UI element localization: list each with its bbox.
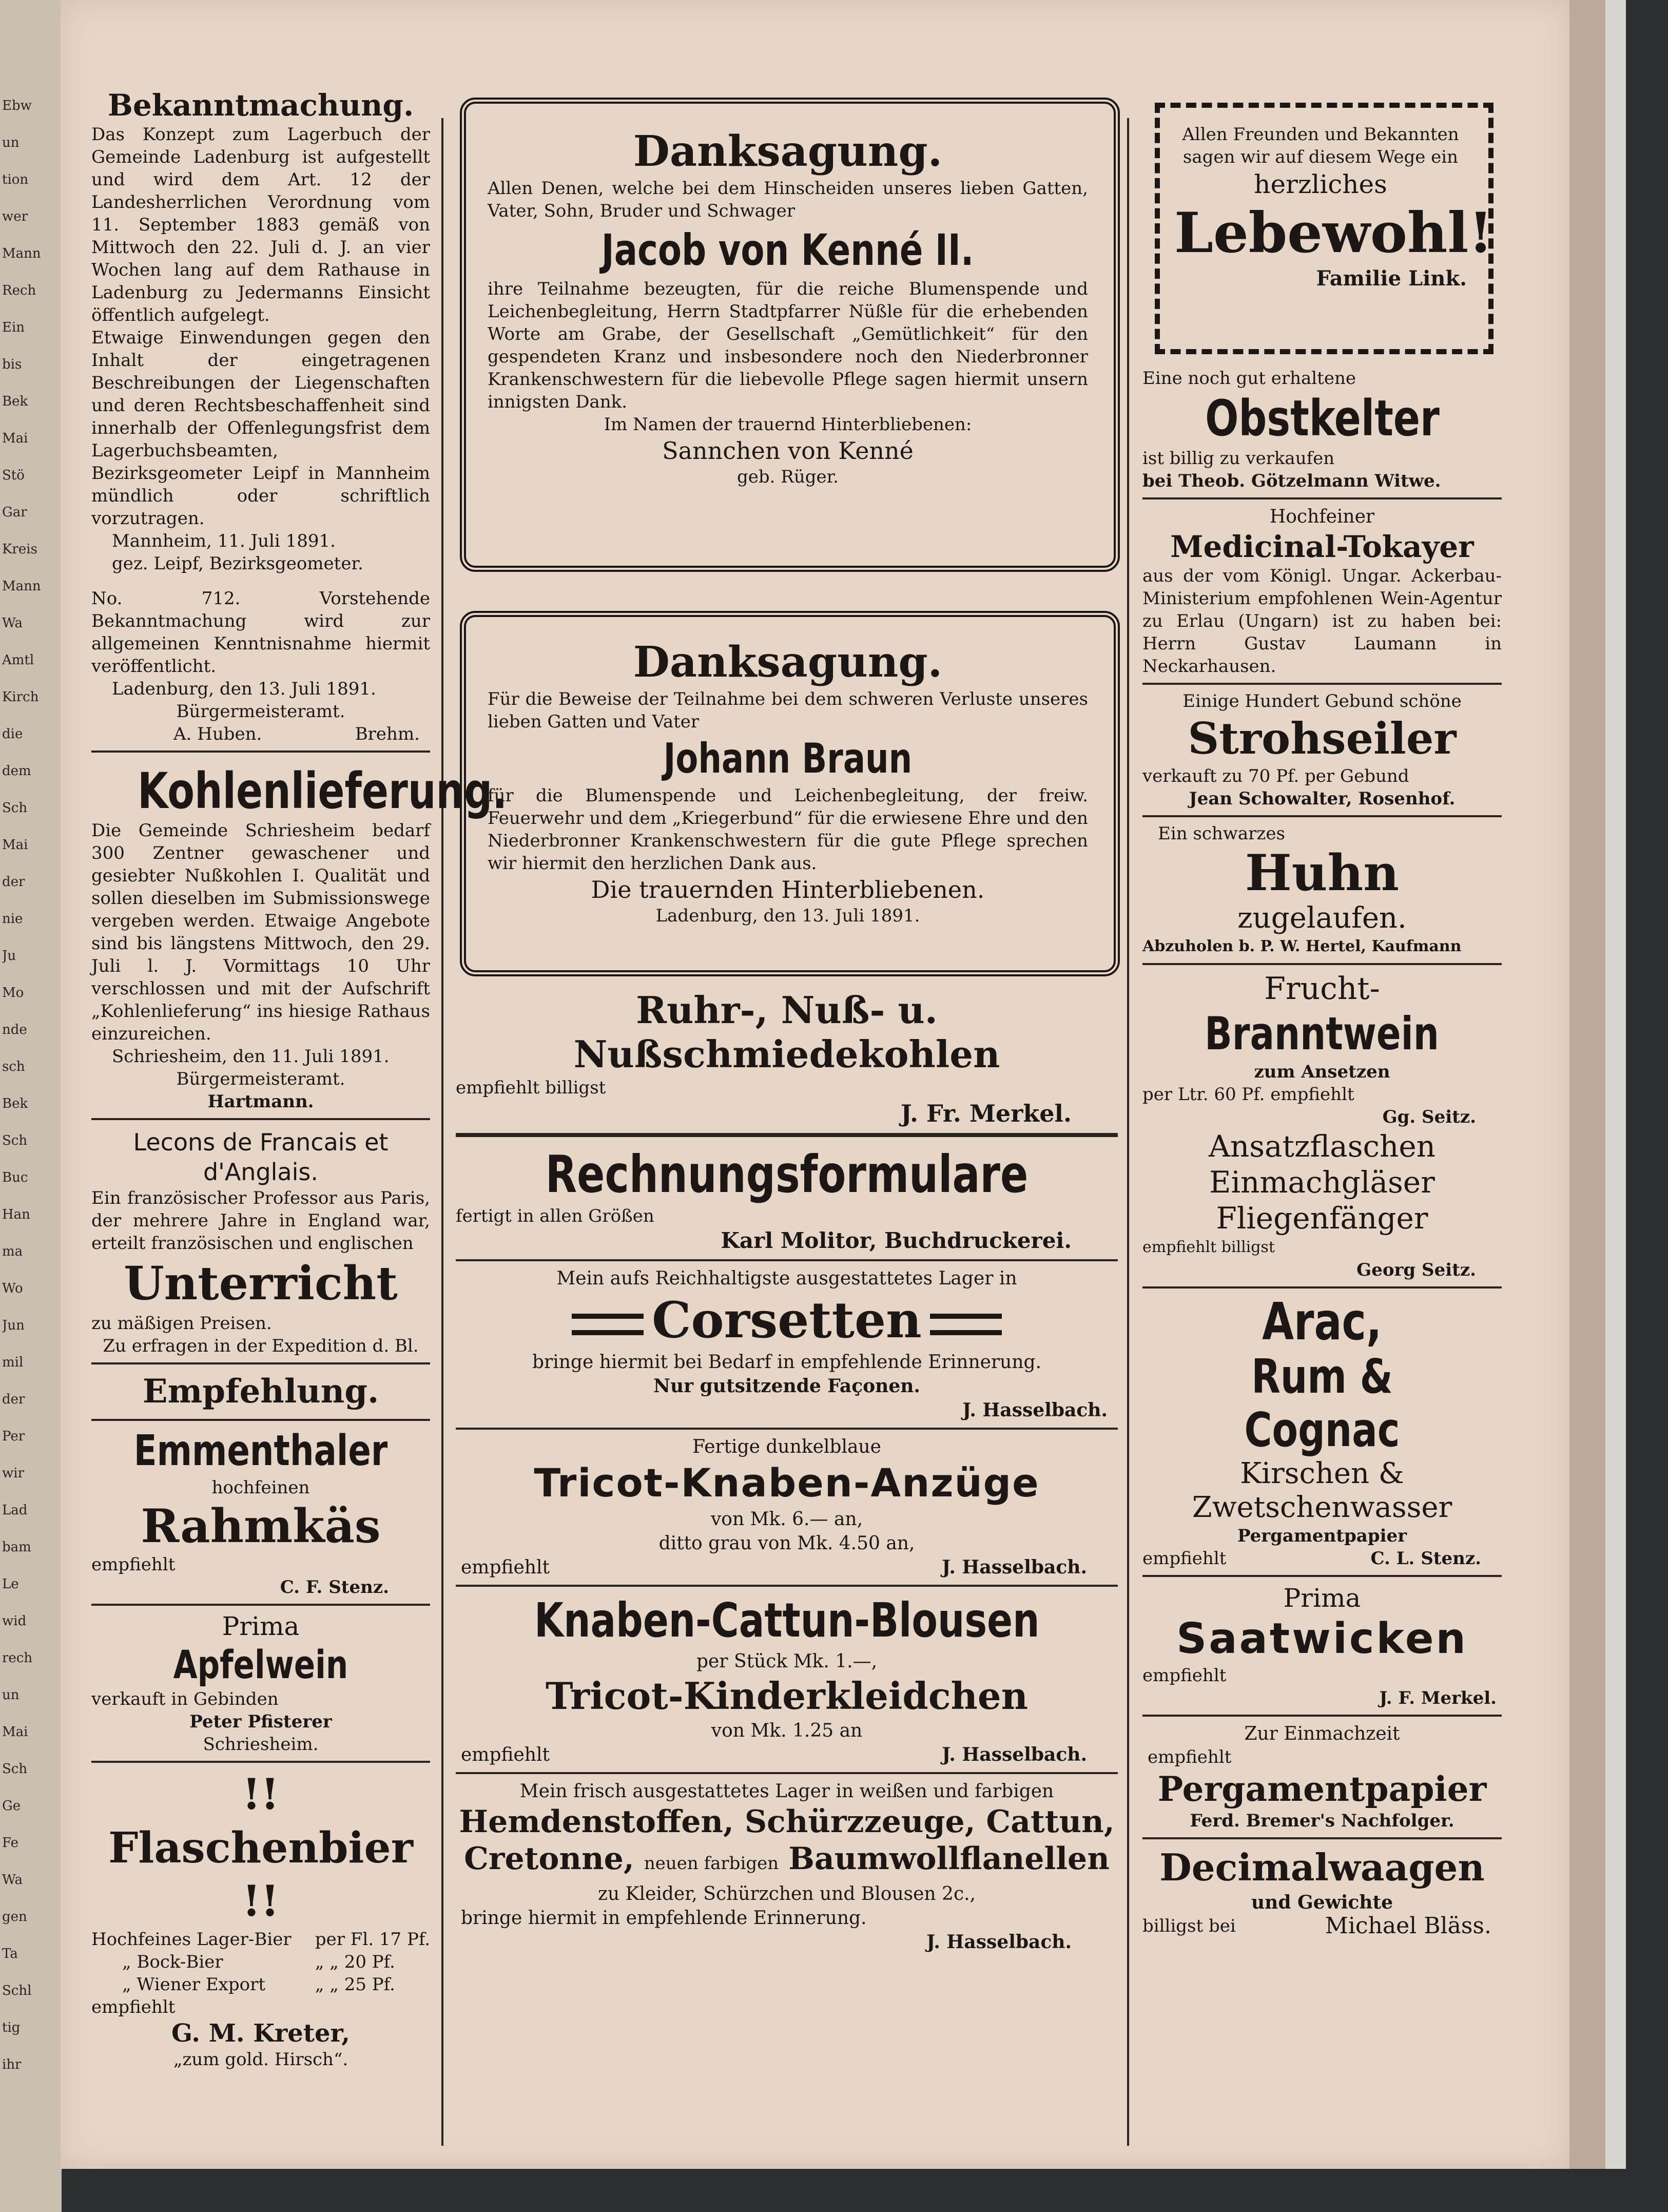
lager-line-1: Hemdenstoffen, Schürzzeuge, Cattun, [459,1804,1115,1840]
binding-fragment: Sch [2,1133,28,1148]
ruhr-signature: J. Fr. Merkel. [900,1100,1072,1127]
lecons-title: Lecons de Francais et d'Anglais. [133,1128,389,1186]
apfelwein-body: verkauft in Gebinden [91,1689,279,1709]
divider [456,1259,1118,1261]
beer-price: per Fl. 17 Pf. [315,1929,430,1950]
emmentaler-title: Emmenthaler [133,1427,388,1475]
notice-body-2: Etwaige Einwendungen gegen den Inhalt der eingetragenen Beschreibungen der Liegenschaften und deren Rechtsbeschaffenheit sind innerhalb der Offenlegungsfrist dem Lagerbuchsbeamten, Bezirksgeometer Leipf in Mannheim mündlich oder schriftlich vorzutragen. [91,328,430,529]
ruhr-empfiehlt: empfiehlt billigst [456,1078,606,1098]
thanks2-place: Ladenburg, den 13. Juli 1891. [655,906,920,926]
binding-fragment: Mai [2,431,28,446]
beer-price: „ „ 25 Pf. [315,1974,395,1995]
notice2-sign-1: A. Huben. [173,724,262,744]
page-edge [1569,0,1605,2169]
stroh-intro: Einige Hundert Gebund schöne [1182,691,1462,711]
tricot-price-1: von Mk. 6.— an, [710,1509,863,1530]
kinder-signature: J. Hasselbach. [942,1744,1087,1765]
beer-price-list [91,1928,430,1996]
binding-fragment: Kreis [2,542,37,557]
thanks2-name: Johann Braun [663,735,913,782]
binding-fragment: nie [2,911,23,927]
thanks-1 [488,126,1088,488]
binding-fragment: Bek [2,394,28,409]
stroh-signature: Jean Schowalter, Rosenhof. [1189,788,1456,809]
binding-fragment: Stö [2,468,25,483]
binding-fragment: mil [2,1355,24,1370]
lager-baumwolle: Baumwollflanellen [788,1841,1110,1877]
rechnung-body: fertigt in allen Größen [456,1206,654,1226]
tricot-price-2: ditto grau von Mk. 4.50 an, [658,1533,915,1554]
kinder-title: Tricot-Kinderkleidchen [545,1674,1029,1718]
binding-fragment: Wa [2,1872,23,1888]
huhn-title: Huhn [1245,844,1400,902]
branntwein-title: Branntwein [1205,1007,1440,1060]
binding-fragment: Wa [2,615,23,631]
glas-2: Einmachgläser [1209,1165,1435,1200]
thanks1-signature: Sannchen von Kenné [662,437,914,465]
binding-fragment: rech [2,1650,33,1666]
binding-fragment: ihr [2,2057,22,2072]
lager-neuen: neuen farbigen [644,1853,779,1874]
frucht-signature: Gg. Seitz. [1382,1107,1476,1127]
saat-empfiehlt: empfiehlt [1142,1665,1227,1686]
binding-fragment: gen [2,1909,27,1925]
blousen-price: per Stück Mk. 1.—, [696,1651,878,1672]
tokay-title: Medicinal-Tokayer [1170,529,1474,564]
farewell-title: Lebewohl! [1174,201,1493,265]
einm-title: Pergamentpapier [1157,1769,1487,1809]
binding-strip [0,0,62,2212]
binding-fragment: tig [2,2020,21,2035]
coal-signature: Hartmann. [207,1091,314,1112]
huhn-signature: Abzuholen b. P. W. Hertel, Kaufmann [1142,937,1462,955]
divider [1142,963,1502,965]
divider [91,1362,430,1364]
frucht-sub: zum Ansetzen [1254,1062,1390,1082]
right-ads [1142,367,1502,1937]
binding-fragment: un [2,1687,20,1703]
corsetten-body: bringe hiermit bei Bedarf in empfehlende Erinnerung. [532,1352,1042,1373]
farewell [1174,123,1493,292]
glas-signature: Georg Seitz. [1356,1260,1476,1280]
thanks1-born: geb. Rüger. [737,467,839,487]
stenz-empfiehlt: empfiehlt [91,1554,176,1575]
hochfeinen: hochfeinen [211,1477,310,1498]
divider [91,1604,430,1606]
decimalwaagen-title: Decimalwaagen [1159,1845,1485,1889]
decor-bars [572,1314,644,1335]
binding-fragment: Per [2,1429,25,1444]
notice-title: Bekanntmachung. [107,88,414,123]
huhn-intro: Ein schwarzes [1158,823,1285,844]
binding-fragment: Mai [2,837,28,853]
coal-office: Bürgermeisteramt. [176,1069,345,1089]
divider [91,1419,430,1421]
thanks2-title: Danksagung. [633,638,943,687]
thanks2-signature: Die trauernden Hinterbliebenen. [591,876,985,903]
binding-fragment: Ju [2,948,16,964]
thanks1-intro: Allen Denen, welche bei dem Hinscheiden unseres lieben Gatten, Vater, Sohn, Bruder und Schwager [488,178,1088,221]
binding-fragment: Jun [2,1318,25,1333]
corsetten-title-line [456,1291,1118,1350]
newspaper-page [61,0,1569,2169]
dec-signature: Michael Bläss. [1325,1913,1491,1939]
binding-fragment: bis [2,357,22,372]
divider [91,1761,430,1763]
kinder-price: von Mk. 1.25 an [711,1720,863,1741]
tricot-empfiehlt: empfiehlt [461,1557,550,1578]
farewell-signature: Familie Link. [1316,266,1467,291]
binding-fragment: Amtl [2,652,34,668]
farewell-text: Allen Freunden und Bekannten sagen wir auf diesem Wege ein [1182,124,1459,167]
binding-fragment: Kirch [2,689,39,705]
huhn-sub: zugelaufen. [1237,901,1407,935]
notice-date: Mannheim, 11. Juli 1891. [112,531,336,551]
divider [1142,1575,1502,1577]
rum-title: Rum & Cognac [1244,1349,1400,1457]
tokay-body: aus der vom Königl. Ungar. Ackerbau-Ministerium empfohlenen Wein-Agentur zu Erlau (Ungarn) ist zu haben bei: Herrn Gustav Laumann in Neckarhausen. [1142,566,1502,677]
pfisterer-signature: Peter Pfisterer [189,1711,332,1732]
strohseiler-title: Strohseiler [1188,713,1457,764]
binding-fragment: Schl [2,1983,32,1998]
thanks1-body: ihre Teilnahme bezeugten, für die reiche Blumenspende und Leichenbegleitung, Herrn Stadtpfarrer Nüßle für die erhebenden Worte am Grabe, der Gesellschaft „Gemütlichkeit“ für den gespendeten Kranz und insbesondere noch den Niederbronner Krankenschwestern für die liebevolle Pflege sagen hiermit unsern innigsten Dank. [488,279,1088,412]
corsetten-title: Corsetten [652,1291,922,1349]
thanks1-title: Danksagung. [633,127,943,176]
empfehlung-title: Empfehlung. [142,1372,379,1411]
lager-intro: Mein frisch ausgestattetes Lager in weißen und farbigen [519,1781,1054,1802]
kinder-footer [456,1743,1118,1767]
lecons-price: zu mäßigen Preisen. [91,1313,272,1334]
binding-fragment: Sch [2,1761,28,1777]
binding-fragment: wer [2,209,28,224]
divider [1142,1715,1502,1717]
binding-fragment: Buc [2,1170,28,1185]
stenz2-empfiehlt: empfiehlt [1142,1548,1227,1569]
glas-3: Fliegenfänger [1216,1201,1428,1236]
binding-fragment: wid [2,1613,27,1629]
binding-fragment: die [2,726,23,742]
prima-label: Prima [222,1611,300,1641]
coal-date: Schriesheim, den 11. Juli 1891. [112,1046,390,1067]
stenz2-footer [1142,1547,1502,1570]
blousen-title: Knaben-Cattun-Blousen [534,1593,1040,1648]
flaschenbier-title: !! Flaschenbier !! [108,1770,413,1926]
binding-fragment: Rech [2,283,36,298]
binding-fragment: nde [2,1022,27,1037]
pergament-small: Pergamentpapier [1237,1526,1407,1546]
divider [456,1585,1118,1587]
binding-fragment: wir [2,1466,24,1481]
binding-fragment: Ge [2,1798,21,1814]
thanks1-name: Jacob von Kenné II. [602,225,974,275]
arac-title: Arac, [1262,1292,1382,1352]
notice-signature: gez. Leipf, Bezirksgeometer. [112,553,363,574]
notice2-body: No. 712. Vorstehende Bekanntmachung wird zur allgemeinen Kenntnisnahme hiermit veröffentlicht. [91,588,430,677]
corsetten-note: Nur gutsitzende Façonen. [653,1375,920,1397]
binding-fragment: Sch [2,800,28,816]
binding-fragment: Bek [2,1096,28,1111]
binding-fragment: Ebw [2,98,32,113]
book-edge [1605,0,1626,2169]
thanks1-closing: Im Namen der trauernd Hinterbliebenen: [604,414,972,435]
corsetten-intro: Mein aufs Reichhaltigste ausgestattetes Lager in [556,1268,1017,1289]
dec-footer [1142,1915,1502,1937]
corsetten-signature: J. Hasselbach. [962,1399,1108,1421]
saat-signature: J. F. Merkel. [1379,1688,1497,1708]
binding-fragment: bam [2,1540,31,1555]
tokay-intro: Hochfeiner [1269,506,1375,527]
lecons-big: Unterricht [124,1256,398,1311]
binding-fragment: Fe [2,1835,19,1851]
tricot-footer [456,1555,1118,1580]
thanks2-body: für die Blumenspende und Leichenbegleitung, der freiw. Feuerwehr und dem „Kriegerbund“ für die erwiesene Ehre und den Niederbronner Krankenschwestern für die gute Pflege sprechen wir hiermit den herzlichen Dank aus. [488,785,1088,874]
divider [1142,1837,1502,1839]
column-rule-left [441,118,443,2146]
lager-cretonne: Cretonne, [464,1841,634,1877]
binding-fragment: tion [2,172,29,187]
binding-fragment: Lad [2,1503,28,1518]
ruhr-title: Ruhr-, Nuß- u. Nußschmiedekohlen [573,988,1000,1076]
kirschen: Kirschen & [1240,1457,1404,1490]
dec-sub: und Gewichte [1251,1892,1393,1913]
stroh-body: verkauft zu 70 Pf. per Gebund [1142,766,1409,786]
coal-title-wrap [91,762,508,820]
notice2-office: Bürgermeisteramt. [176,701,345,722]
divider [91,751,430,753]
farewell-herzliches: herzliches [1254,169,1387,199]
divider [1142,1286,1502,1288]
kreter-address: „zum gold. Hirsch“. [173,2049,348,2070]
binding-fragment: Mo [2,985,24,1001]
apfelwein-title: Apfelwein [173,1642,348,1687]
binding-fragment: der [2,1392,25,1407]
binding-fragment: Le [2,1576,19,1592]
einm-signature: Ferd. Bremer's Nachfolger. [1190,1811,1454,1831]
tricot-title: Tricot-Knaben-Anzüge [534,1460,1040,1506]
glas-1: Ansatzflaschen [1209,1129,1436,1164]
glas-empfiehlt: empfiehlt billigst [1142,1238,1275,1256]
binding-fragment: ma [2,1244,23,1259]
kinder-empfiehlt: empfiehlt [461,1744,550,1765]
lager-line-2 [456,1840,1118,1882]
left-column [91,87,508,2071]
zwetschen: Zwetschenwasser [1192,1491,1452,1524]
lager-body: bringe hiermit in empfehlende Erinnerung. [461,1908,867,1929]
beer-name: „ Bock-Bier [122,1952,223,1972]
divider [91,1118,430,1120]
beer-name: Hochfeines Lager-Bier [91,1929,292,1950]
middle-ads [456,988,1118,1954]
notice2-place: Ladenburg, den 13. Juli 1891. [112,679,376,699]
rechnung-signature: Karl Molitor, Buchdruckerei. [721,1228,1072,1253]
binding-fragment: der [2,874,25,890]
divider [1142,815,1502,817]
beer-price: „ „ 20 Pf. [315,1952,395,1972]
binding-fragment: Mann [2,246,41,261]
obst-body: ist billig zu verkaufen [1142,448,1335,469]
saatwicken-title: Saatwicken [1176,1614,1468,1663]
thanks2-intro: Für die Beweise der Teilnahme bei dem schweren Verluste unseres lieben Gatten und Vater [488,689,1088,732]
obst-signature: bei Theob. Götzelmann Witwe. [1142,471,1441,491]
rahmkaes-title: Rahmkäs [141,1499,381,1553]
binding-fragment: Gar [2,505,27,520]
lager-line-3: zu Kleider, Schürzchen und Blousen 2c., [597,1883,976,1905]
coal-body: Die Gemeinde Schriesheim bedarf 300 Zentner gewaschener und gesiebter Nußkohlen I. Qualität und sollen dieselben im Submissionswege vergeben werden. Etwaige Angebote sind bis längstens Mittwoch, den 29. Juli l. J. Vormittags 10 Uhr verschlossen und mit der Aufschrift „Kohlenlieferung“ ins hiesige Rathaus einzureichen. [91,820,430,1044]
stenz-signature: C. F. Stenz. [280,1577,389,1598]
saat-pre: Prima [1283,1583,1361,1613]
thanks-2 [488,637,1088,927]
obst-intro: Eine noch gut erhaltene [1142,368,1356,389]
notice2-signatures [91,723,430,745]
binding-fragment: Mann [2,579,41,594]
notice2-sign-2: Brehm. [355,724,420,744]
obstkelter-title: Obstkelter [1205,390,1440,447]
pfisterer-place: Schriesheim. [203,1734,319,1755]
binding-fragment: Mai [2,1724,28,1740]
column-rule-right [1127,118,1129,2146]
coal-title: Kohlenlieferung. [138,762,508,820]
decor-bars [930,1314,1002,1335]
lager-signature: J. Hasselbach. [926,1931,1072,1953]
divider [456,1133,1118,1137]
binding-fragment: sch [2,1059,25,1074]
notice-body: Das Konzept zum Lagerbuch der Gemeinde Ladenburg ist aufgestellt und wird dem Art. 12 der Landesherrlichen Verordnung vom 11. September 1883 gemäß von Mittwoch den 22. Juli d. J. an vier Wochen lang auf dem Rathause in Ladenburg zu Jedermanns Einsicht öffentlich aufgelegt. [91,124,430,325]
binding-fragment: dem [2,763,31,779]
kreter-empfiehlt: empfiehlt [91,1997,176,2017]
divider [1142,683,1502,685]
divider [456,1428,1118,1430]
tricot-intro: Fertige dunkelblaue [692,1436,881,1457]
stenz2-signature: C. L. Stenz. [1370,1548,1481,1569]
einm-intro: Zur Einmachzeit [1244,1723,1400,1744]
dec-billigst: billigst bei [1142,1916,1236,1936]
tricot-signature: J. Hasselbach. [942,1556,1087,1578]
lecons-body: Ein französischer Professor aus Paris, der mehrere Jahre in England war, erteilt französischen und englischen [91,1188,430,1254]
binding-fragment: Wo [2,1281,23,1296]
binding-fragment: un [2,135,20,150]
rechnungsformulare-title: Rechnungsformulare [545,1144,1029,1204]
binding-fragment: Han [2,1207,30,1222]
einm-empfiehlt: empfiehlt [1148,1747,1232,1767]
binding-fragment: Ta [2,1946,18,1961]
divider [456,1772,1118,1774]
frucht-1: Frucht- [1264,971,1380,1007]
lecons-info: Zu erfragen in der Expedition d. Bl. [103,1336,419,1356]
divider [1142,497,1502,499]
binding-fragment: Ein [2,320,25,335]
beer-name: „ Wiener Export [122,1974,265,1995]
kreter-signature: G. M. Kreter, [171,2019,351,2048]
frucht-price: per Ltr. 60 Pf. empfiehlt [1142,1084,1354,1105]
